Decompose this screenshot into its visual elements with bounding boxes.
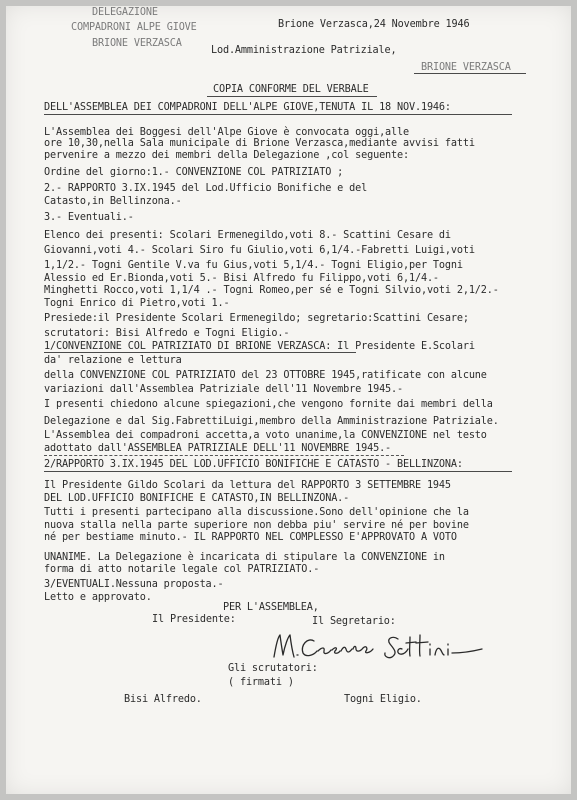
body-line: 3.- Eventuali.- xyxy=(44,212,134,223)
body-line: Il Presidente Gildo Scolari da lettura del RAPPORTO 3 SETTEMBRE 1945 xyxy=(44,480,451,491)
recipient-line-2: BRIONE VERZASCA xyxy=(421,62,511,73)
place-date: Brione Verzasca,24 Novembre 1946 xyxy=(278,19,470,30)
body-line: 1,1/2.- Togni Gentile V.va fu Gius,voti 5,1/4.- Togni Eligio,per Togni xyxy=(44,260,463,271)
scrutineer-2: Togni Eligio. xyxy=(344,694,422,705)
title-underline-1 xyxy=(207,96,377,97)
body-line: né per bestiame minuto.- IL RAPPORTO NEL COMPLESSO E'APPROVATO A VOTO xyxy=(44,532,457,543)
body-line: pervenire a mezzo dei membri della Delegazione ,col seguente: xyxy=(44,150,409,161)
body-line: Ordine del giorno:1.- CONVENZIONE COL PATRIZIATO ; xyxy=(44,167,344,178)
recipient-line-1: Lod.Amministrazione Patriziale, xyxy=(211,45,397,56)
body-line: Elenco dei presenti: Scolari Ermenegildo,voti 8.- Scattini Cesare di xyxy=(44,230,451,241)
body-line: UNANIME. La Delegazione è incaricata di stipulare la CONVENZIONE in xyxy=(44,552,445,563)
body-line: Tutti i presenti partecipano alla discussione.Sono dell'opinione che la xyxy=(44,507,469,518)
body-line: Delegazione e dal Sig.FabrettiLuigi,membro della Amministrazione Patriziale. xyxy=(44,416,499,427)
body-line: da' relazione e lettura xyxy=(44,355,182,366)
body-line: scrutatori: Bisi Alfredo e Togni Eligio.- xyxy=(44,328,290,339)
body-line: 1/CONVENZIONE COL PATRIZIATO DI BRIONE VERZASCA: Il Presidente E.Scolari xyxy=(44,341,475,352)
assembly-label: PER L'ASSEMBLEA, xyxy=(223,602,319,613)
sender-line-3: BRIONE VERZASCA xyxy=(92,38,182,49)
body-line: Giovanni,voti 4.- Scolari Siro fu Giulio,voti 6,1/4.-Fabretti Luigi,voti xyxy=(44,245,475,256)
sender-line-2: COMPADRONI ALPE GIOVE xyxy=(71,22,197,33)
body-line: Alessio ed Er.Bionda,voti 5.- Bisi Alfredo fu Filippo,voti 6,1/4.- xyxy=(44,273,439,284)
body-line: nuova stalla nella parte superiore non debba piu' servire né per bovine xyxy=(44,520,469,531)
body-line: L'Assemblea dei Boggesi dell'Alpe Giove è convocata oggi,alle xyxy=(44,127,409,138)
body-line: variazioni dall'Assemblea Patriziale dell'11 Novembre 1945.- xyxy=(44,384,404,395)
body-line: Togni Enrico di Pietro,voti 1.- xyxy=(44,298,230,309)
body-line: Catasto,in Bellinzona.- xyxy=(44,196,182,207)
body-line: L'Assemblea dei compadroni accetta,a voto unanime,la CONVENZIONE nel testo xyxy=(44,430,487,441)
body-line: DEL LOD.UFFICIO BONIFICHE E CATASTO,IN BELLINZONA.- xyxy=(44,493,350,504)
body-line: I presenti chiedono alcune spiegazioni,che vengono fornite dai membri della xyxy=(44,399,493,410)
section-2-underline xyxy=(44,471,512,472)
body-line: 2.- RAPPORTO 3.IX.1945 del Lod.Ufficio Bonifiche e del xyxy=(44,183,368,194)
body-line: Letto e approvato. xyxy=(44,592,152,603)
scrutineer-1: Bisi Alfredo. xyxy=(124,694,202,705)
section-1-underline xyxy=(44,352,356,353)
body-line: 2/RAPPORTO 3.IX.1945 DEL LOD.UFFICIO BONIFICHE E CATASTO - BELLINZONA: xyxy=(44,459,463,470)
body-line: forma di atto notarile legale col PATRIZIATO.- xyxy=(44,564,320,575)
body-line: Minghetti Rocco,voti 1,1/4 .- Togni Romeo,per sé e Togni Silvio,voti 2,1/2.- xyxy=(44,285,499,296)
secretary-label: Il Segretario: xyxy=(312,616,396,627)
scrutineers-label: Gli scrutatori: xyxy=(228,663,318,674)
secretary-signature xyxy=(270,627,490,663)
signed-note: ( firmati ) xyxy=(228,677,294,688)
president-label: Il Presidente: xyxy=(152,614,236,625)
body-line: Presiede:il Presidente Scolari Ermenegildo; segretario:Scattini Cesare; xyxy=(44,313,469,324)
title-line-2: DELL'ASSEMBLEA DEI COMPADRONI DELL'ALPE GIOVE,TENUTA IL 18 NOV.1946: xyxy=(44,102,451,113)
body-line: 3/EVENTUALI.Nessuna proposta.- xyxy=(44,579,224,590)
title-underline-2 xyxy=(44,114,512,115)
title-line-1: COPIA CONFORME DEL VERBALE xyxy=(213,84,369,95)
sender-line-1: DELEGAZIONE xyxy=(92,7,158,18)
body-line: adottato dall'ASSEMBLEA PATRIZIALE DELL'11 NOVEMBRE 1945.- xyxy=(44,443,392,454)
section-1-end-rule xyxy=(44,455,404,456)
body-line: ore 10,30,nella Sala municipale di Brione Verzasca,mediante avvisi fatti xyxy=(44,138,475,149)
body-line: della CONVENZIONE COL PATRIZIATO del 23 OTTOBRE 1945,ratificate con alcune xyxy=(44,370,487,381)
recipient-underline xyxy=(414,73,526,74)
